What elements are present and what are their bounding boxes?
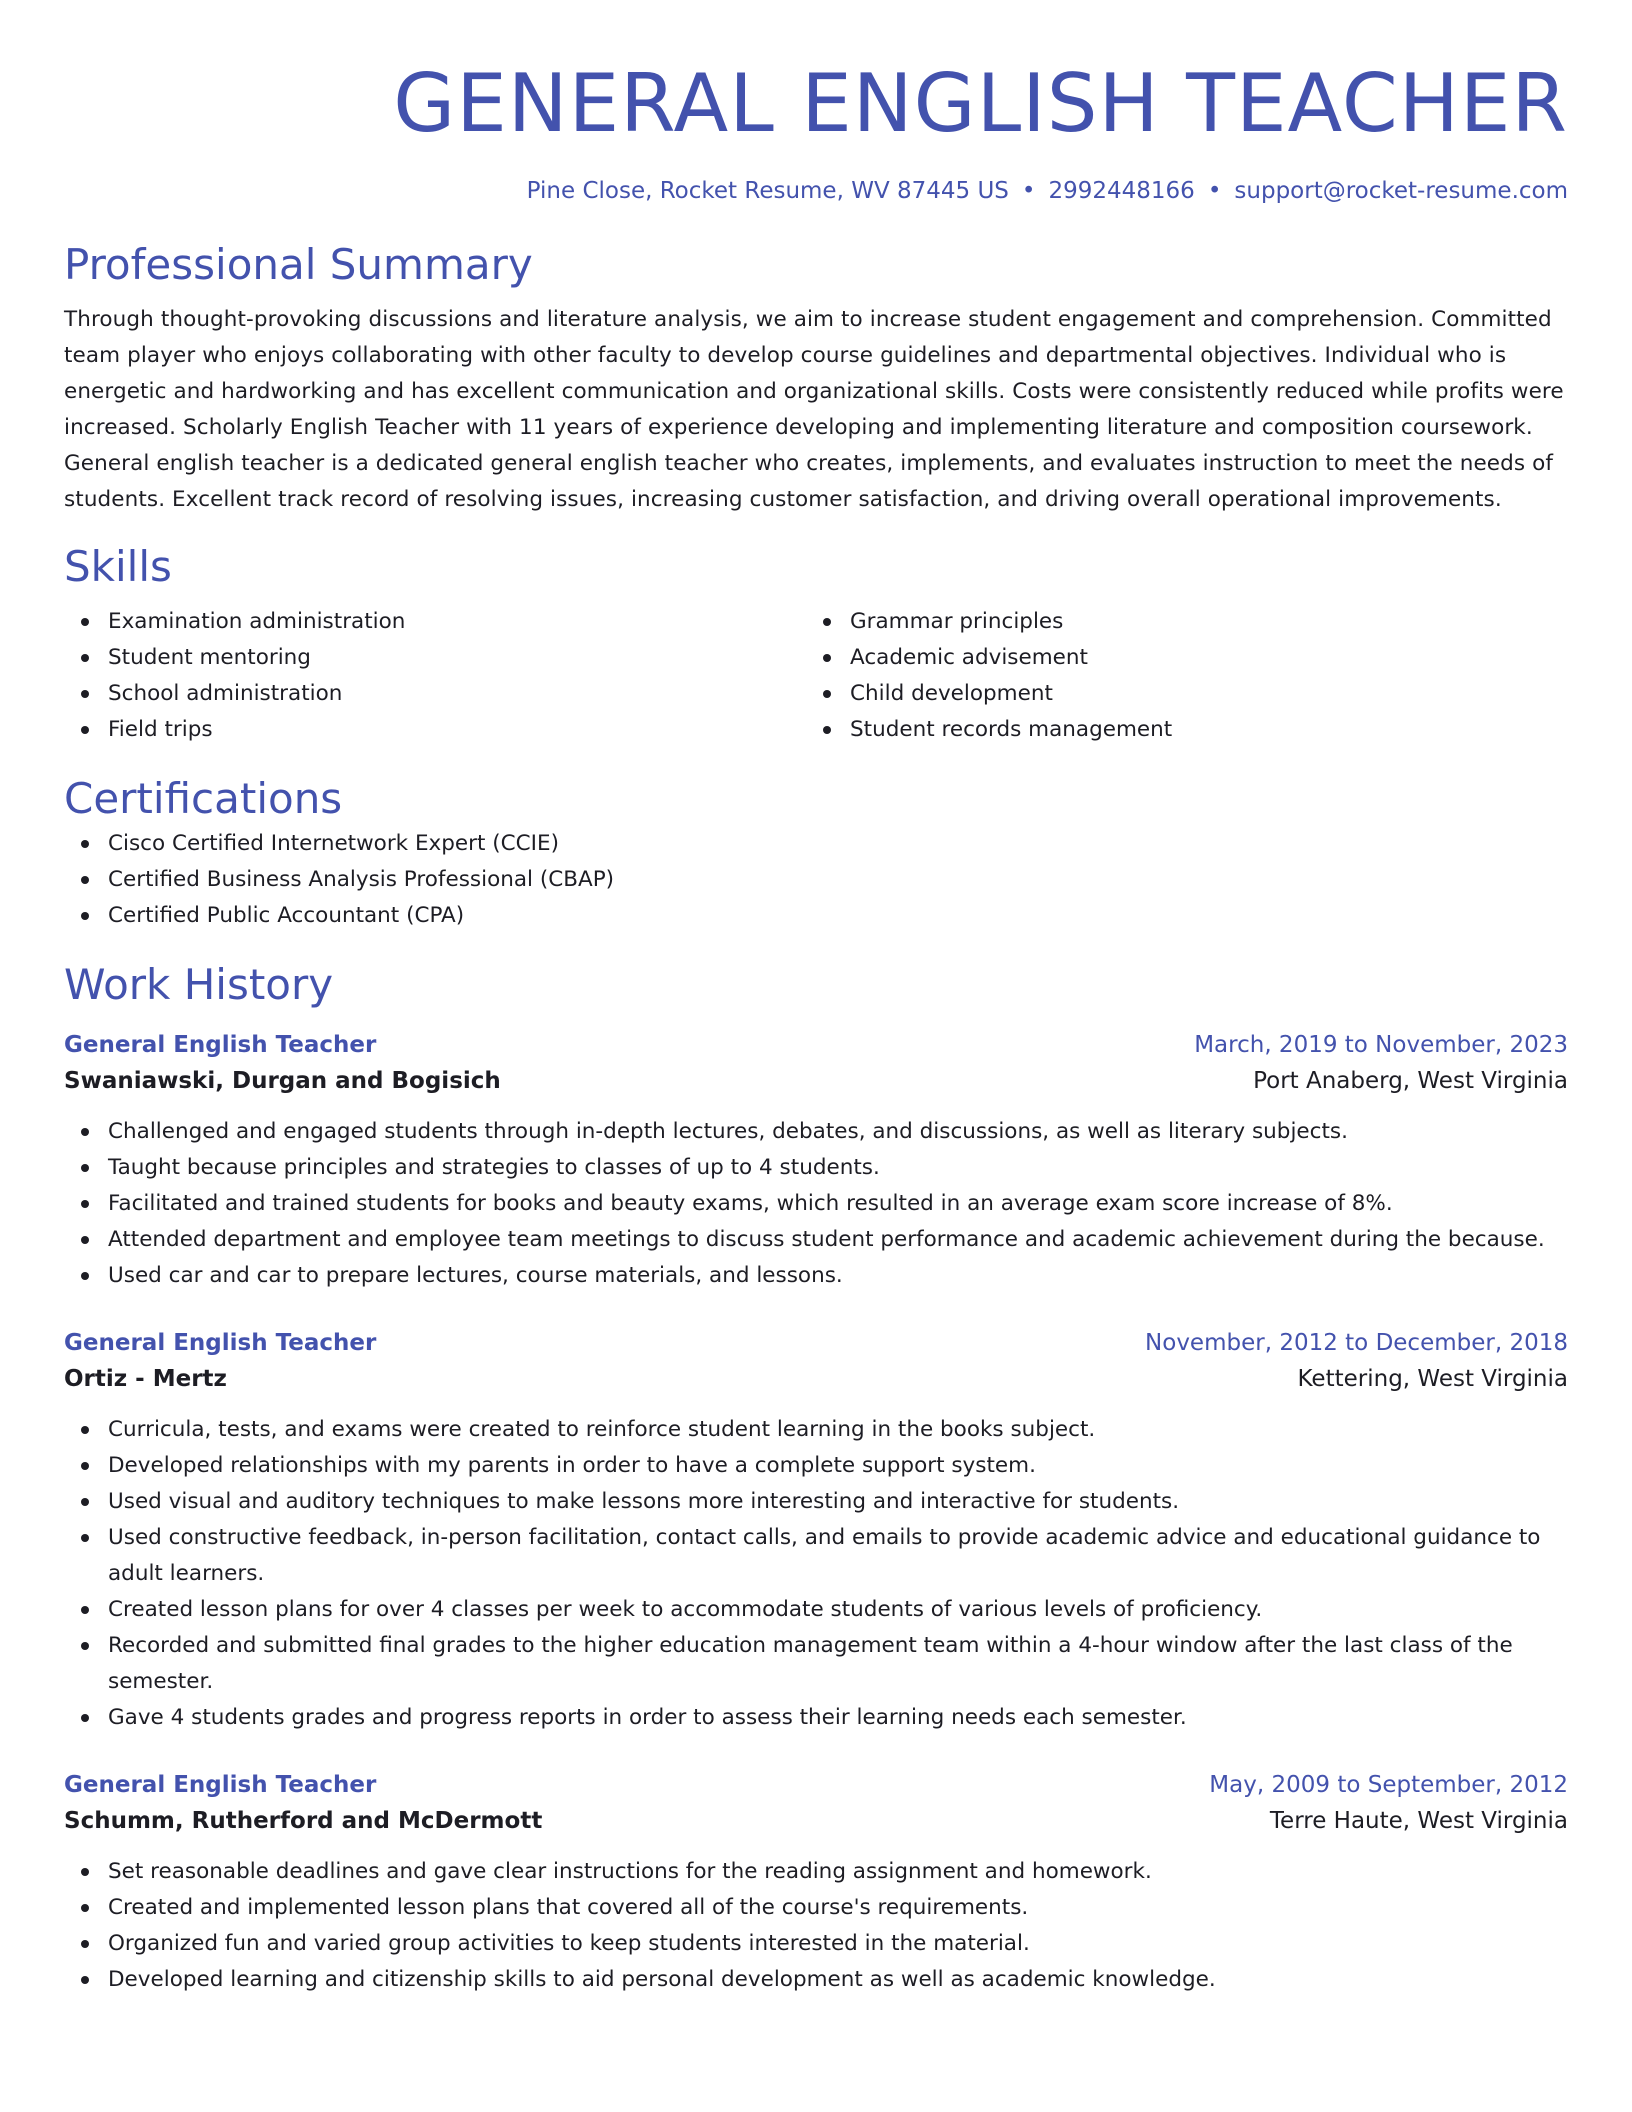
resume-name: GENERAL ENGLISH TEACHER <box>393 57 1568 150</box>
job-duty: Created and implemented lesson plans that covered all of the course's requirements. <box>64 1890 1568 1926</box>
skill-item: Student mentoring <box>64 640 806 676</box>
job-dates: May, 2009 to September, 2012 <box>1209 1772 1568 1798</box>
job-duty: Recorded and submitted final grades to the higher education management team within a 4-hour window after the last class of the semester. <box>64 1628 1568 1700</box>
job-company: Swaniawski, Durgan and Bogisich <box>64 1068 501 1094</box>
certifications-list <box>64 826 1568 934</box>
contact-separator: • <box>1021 178 1036 204</box>
contact-separator: • <box>1207 178 1222 204</box>
job-dates: November, 2012 to December, 2018 <box>1145 1330 1568 1356</box>
job-title: General English Teacher <box>64 1772 377 1798</box>
job-entry <box>64 1768 1568 1998</box>
job-duty: Facilitated and trained students for books and beauty exams, which resulted in an average exam score increase of 8%. <box>64 1186 1568 1222</box>
certification-item: Certified Business Analysis Professional (CBAP) <box>64 862 1568 898</box>
job-duty: Used car and car to prepare lectures, course materials, and lessons. <box>64 1258 1568 1294</box>
summary-heading: Professional Summary <box>64 240 533 289</box>
job-location: Kettering, West Virginia <box>1297 1366 1568 1392</box>
skill-item: Student records management <box>806 712 1548 748</box>
skill-item: Child development <box>806 676 1548 712</box>
skill-item: Grammar principles <box>806 604 1548 640</box>
contact-email: support@rocket-resume.com <box>1234 178 1568 204</box>
job-duty: Used visual and auditory techniques to make lessons more interesting and interactive for students. <box>64 1484 1568 1520</box>
skill-item: Academic advisement <box>806 640 1548 676</box>
job-location: Terre Haute, West Virginia <box>1269 1808 1568 1834</box>
job-title: General English Teacher <box>64 1032 377 1058</box>
skills-column-left <box>64 604 806 748</box>
job-duty: Developed learning and citizenship skills to aid personal development as well as academic knowledge. <box>64 1962 1568 1998</box>
job-location: Port Anaberg, West Virginia <box>1253 1068 1568 1094</box>
job-duty: Taught because principles and strategies to classes of up to 4 students. <box>64 1150 1568 1186</box>
job-entry <box>64 1028 1568 1294</box>
job-duty: Challenged and engaged students through in-depth lectures, debates, and discussions, as well as literary subjects. <box>64 1114 1568 1150</box>
job-company: Schumm, Rutherford and McDermott <box>64 1808 543 1834</box>
certification-item: Certified Public Accountant (CPA) <box>64 898 1568 934</box>
job-duty: Created lesson plans for over 4 classes per week to accommodate students of various levels of proficiency. <box>64 1592 1568 1628</box>
job-duty: Developed relationships with my parents in order to have a complete support system. <box>64 1448 1568 1484</box>
job-duty: Gave 4 students grades and progress reports in order to assess their learning needs each semester. <box>64 1700 1568 1736</box>
skill-item: Examination administration <box>64 604 806 640</box>
job-dates: March, 2019 to November, 2023 <box>1194 1032 1568 1058</box>
job-duty: Curricula, tests, and exams were created to reinforce student learning in the books subject. <box>64 1412 1568 1448</box>
certification-item: Cisco Certified Internetwork Expert (CCIE) <box>64 826 1568 862</box>
work-history-heading: Work History <box>64 960 334 1009</box>
job-duty: Organized fun and varied group activities to keep students interested in the material. <box>64 1926 1568 1962</box>
job-company: Ortiz - Mertz <box>64 1366 227 1392</box>
job-entry <box>64 1326 1568 1736</box>
resume-page <box>64 56 1568 1998</box>
skill-item: Field trips <box>64 712 806 748</box>
job-duties <box>64 1412 1568 1736</box>
job-duty: Used constructive feedback, in-person facilitation, contact calls, and emails to provide academic advice and educational guidance to adult learners. <box>64 1520 1568 1592</box>
summary-text: Through thought-provoking discussions and literature analysis, we aim to increase student engagement and comprehension. Committed team player who enjoys collaborating with other faculty to develop course guidelines and departmental objectives. Individual who is energetic and hardworking and has excellent communication and organizational skills. Costs were consistently reduced while profits were increased. Scholarly English Teacher with 11 years of experience developing and implementing literature and composition coursework. General english teacher is a dedicated general english teacher who creates, implements, and evaluates instruction to meet the needs of students. Excellent track record of resolving issues, increasing customer satisfaction, and driving overall operational improvements. <box>64 307 1564 512</box>
job-duty: Attended department and employee team meetings to discuss student performance and academic achievement during the because. <box>64 1222 1568 1258</box>
skill-item: School administration <box>64 676 806 712</box>
job-duty: Set reasonable deadlines and gave clear instructions for the reading assignment and homework. <box>64 1854 1568 1890</box>
skills-heading: Skills <box>64 542 172 591</box>
skills-list <box>64 604 1568 748</box>
job-duties <box>64 1854 1568 1998</box>
certifications-heading: Certifications <box>64 774 343 823</box>
contact-address: Pine Close, Rocket Resume, WV 87445 US <box>526 178 1009 204</box>
contact-phone: 2992448166 <box>1048 178 1195 204</box>
job-title: General English Teacher <box>64 1330 377 1356</box>
contact-line <box>64 176 1568 206</box>
job-duties <box>64 1114 1568 1294</box>
skills-column-right <box>806 604 1548 748</box>
